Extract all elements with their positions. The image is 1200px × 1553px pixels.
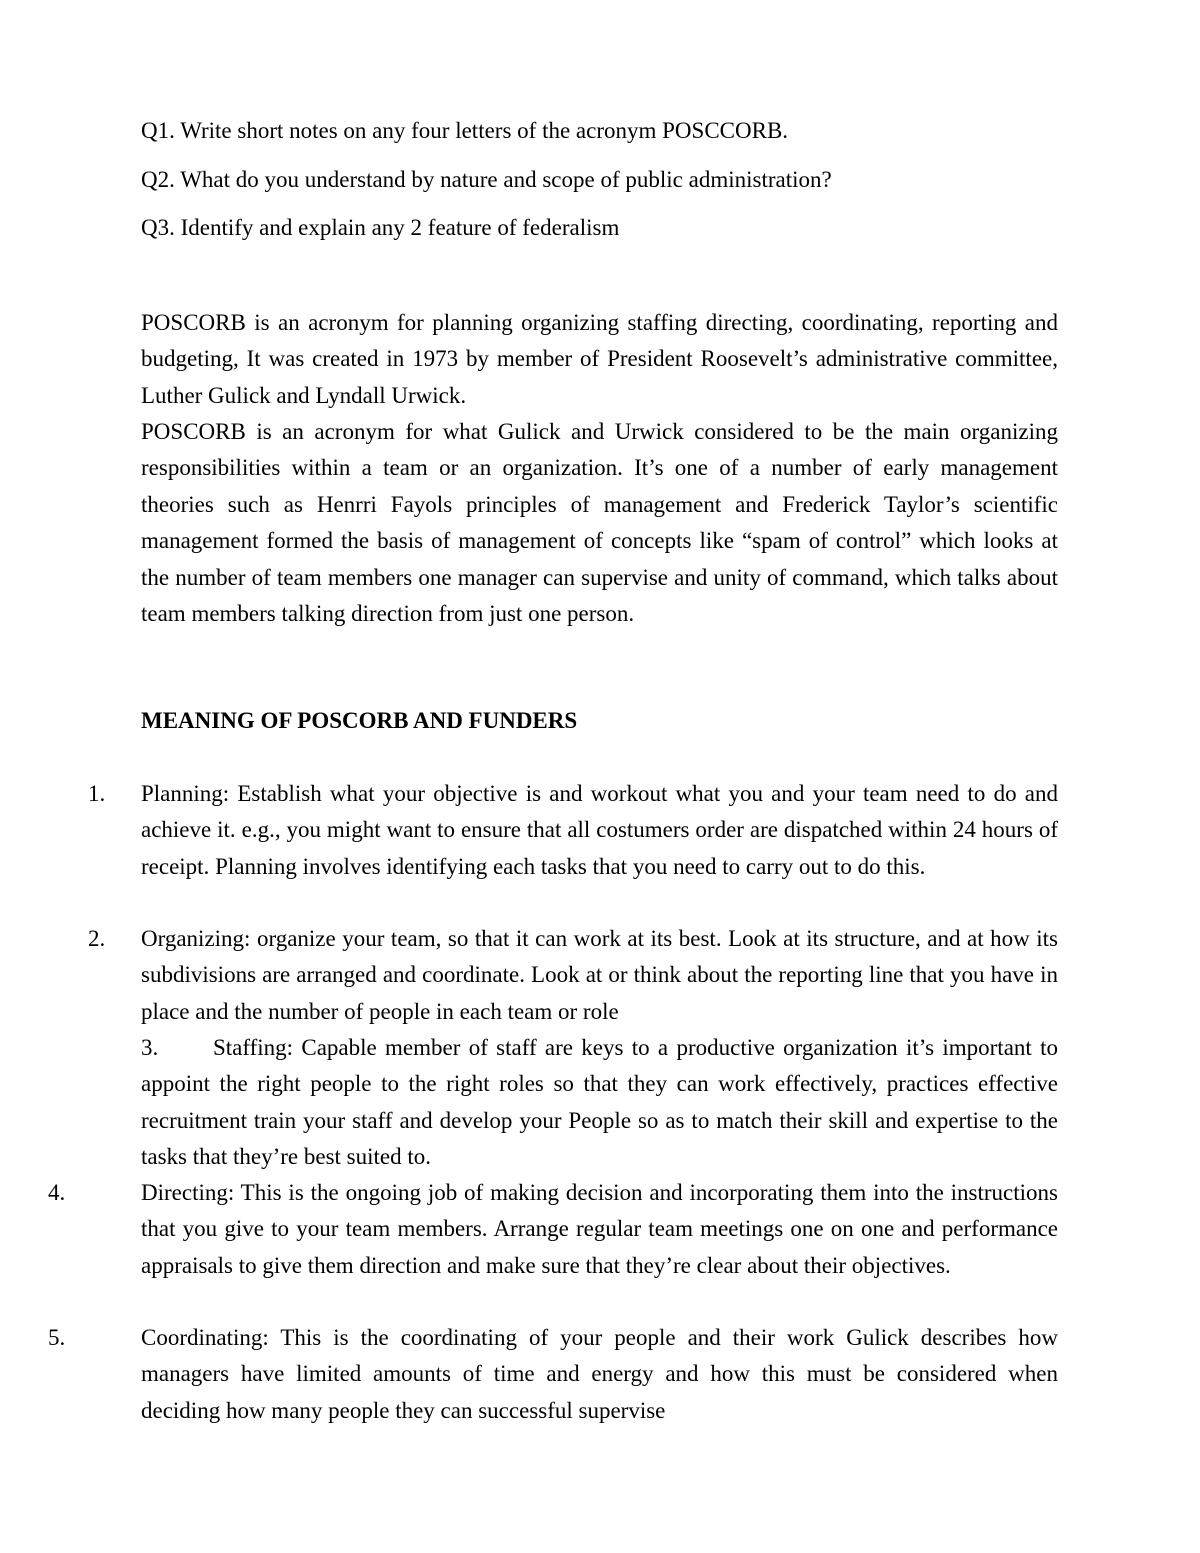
list-item-coordinating: Coordinating: This is the coordinating of your people and their work Gulick describes how managers have limited amounts of time and energy and how this must be considered when deciding how many people they can successful supervise: [141, 1325, 1058, 1423]
list-number-3: 3.: [141, 1035, 159, 1060]
list-item-directing: Directing: This is the ongoing job of making decision and incorporating them into the instructions that you give to your team members. Arrange regular team meetings one on one and performance appraisals to give them direction and make sure that they’re clear about their objectives.: [141, 1180, 1058, 1278]
intro-paragraph-2: POSCORB is an acronym for what Gulick and Urwick considered to be the main organizing responsibilities within a team or an organization. It’s one of a number of early management theories such as Henrri Fayols principles of management and Frederick Taylor’s scientific management formed the basis of management of concepts like “spam of control” which looks at the number of team members one manager can supervise and unity of command, which talks about team members talking direction from just one person.: [141, 419, 1058, 627]
list-number-5: 5.: [48, 1325, 66, 1350]
list-number-4: 4.: [48, 1180, 66, 1205]
list-item-planning: Planning: Establish what your objective is and workout what you and your team need to do and achieve it. e.g., you might want to ensure that all costumers order are dispatched within 24 hours of receipt. Planning involves identifying each tasks that you need to carry out to do this.: [141, 781, 1058, 879]
intro-paragraph-1: POSCORB is an acronym for planning organizing staffing directing, coordinating, reporting and budgeting, It was created in 1973 by member of President Roosevelt’s administrative committee, Luther Gulick and Lyndall Urwick.: [141, 310, 1058, 408]
question-1: Q1. Write short notes on any four letters of the acronym POSCCORB.: [141, 118, 789, 143]
list-number-1: 1.: [88, 781, 106, 806]
section-heading: MEANING OF POSCORB AND FUNDERS: [141, 708, 578, 733]
list-item-staffing: [141, 1030, 1058, 1175]
question-3: Q3. Identify and explain any 2 feature of federalism: [141, 215, 620, 240]
list-number-2: 2.: [88, 926, 106, 951]
question-2: Q2. What do you understand by nature and scope of public administration?: [141, 167, 832, 192]
list-item-organizing: Organizing: organize your team, so that it can work at its best. Look at its structure, and at how its subdivisions are arranged and coordinate. Look at or think about the reporting line that you have in place and the number of people in each team or role: [141, 926, 1058, 1024]
list-item-staffing-text: Staffing: Capable member of staff are keys to a productive organization it’s important to appoint the right people to the right roles so that they can work effectively, practices effective recruitment train your staff and develop your People so as to match their skill and expertise to the tasks that they’re best suited to.: [141, 1035, 1058, 1169]
